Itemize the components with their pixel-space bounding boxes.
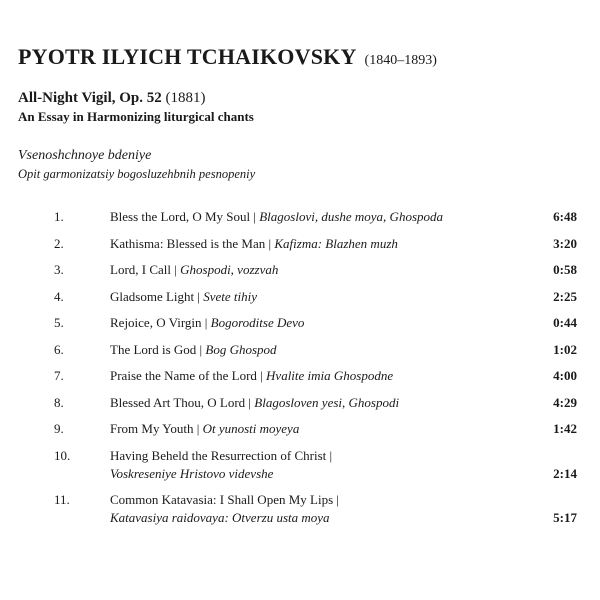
- track-number: 1.: [54, 209, 64, 224]
- work-year: (1881): [165, 90, 206, 106]
- track-duration: 2:14: [553, 465, 577, 481]
- track-duration: 2:25: [553, 288, 577, 304]
- track-title-russian: Kafizma: Blazhen muzh: [274, 235, 398, 251]
- track-title-russian: Bog Ghospod: [205, 341, 277, 357]
- track-duration: 1:02: [553, 341, 577, 357]
- track-title-english: Bless the Lord, O My Soul |: [110, 209, 256, 224]
- track-number: 11.: [54, 492, 70, 507]
- track-title-russian: Bogoroditse Devo: [210, 315, 305, 330]
- track-title-english: Having Beheld the Resurrection of Christ |: [110, 447, 333, 463]
- track-title-english: The Lord is God |: [110, 341, 203, 357]
- composer-dates: (1840–1893): [364, 53, 437, 68]
- track-title-russian: Blagosloven yesi, Ghospodi: [254, 394, 400, 410]
- track-title-english: Rejoice, O Virgin |: [110, 315, 208, 330]
- track-title-english: Common Katavasia: I Shall Open My Lips |: [110, 492, 339, 507]
- track-title-russian: Svete tihiy: [203, 288, 258, 304]
- track-title-russian: Ghospodi, vozzvah: [180, 262, 279, 277]
- track-duration: 6:48: [553, 209, 577, 224]
- track-number: 4.: [54, 288, 64, 304]
- track-title-russian: Hvalite imia Ghospodne: [266, 368, 394, 383]
- track-duration: 1:42: [553, 421, 577, 436]
- track-title-english: Blessed Art Thou, O Lord |: [110, 394, 252, 410]
- track-number: 6.: [54, 341, 64, 357]
- work-heading: [18, 90, 206, 107]
- track-duration: 4:00: [553, 368, 577, 383]
- track-duration: 5:17: [553, 510, 577, 525]
- track-title-russian: Blagoslovi, dushe moya, Ghospoda: [259, 209, 444, 224]
- track-number: 8.: [54, 394, 64, 410]
- work-subtitle: An Essay in Harmonizing liturgical chants: [18, 109, 254, 124]
- track-title-english: Praise the Name of the Lord |: [110, 368, 263, 383]
- track-number: 7.: [54, 368, 64, 383]
- track-title-english: From My Youth |: [110, 421, 200, 436]
- track-title-english: Kathisma: Blessed is the Man |: [110, 235, 272, 251]
- track-title-english: Gladsome Light |: [110, 288, 200, 304]
- track-number: 9.: [54, 421, 64, 436]
- track-title-english: Lord, I Call |: [110, 262, 177, 277]
- track-number: 5.: [54, 315, 64, 330]
- track-number: 2.: [54, 235, 64, 251]
- work-title: All-Night Vigil, Op. 52: [18, 90, 162, 106]
- track-title-russian: Ot yunosti moyeya: [202, 421, 300, 436]
- composer-name: PYOTR ILYICH TCHAIKOVSKY: [18, 44, 357, 69]
- track-duration: 3:20: [553, 235, 577, 251]
- composer-heading: [18, 44, 437, 70]
- track-title-russian: Katavasiya raidovaya: Otverzu usta moya: [110, 510, 330, 525]
- russian-title: Vsenoshchnoye bdeniye: [18, 148, 152, 163]
- track-duration: 4:29: [553, 394, 577, 410]
- track-title-russian: Voskreseniye Hristovo videvshe: [110, 465, 274, 481]
- track-duration: 0:44: [553, 315, 577, 330]
- russian-subtitle: Opit garmonizatsiy bogosluzehbnih pesnopeniy: [18, 167, 256, 181]
- track-number: 3.: [54, 262, 64, 277]
- track-duration: 0:58: [553, 262, 577, 277]
- track-number: 10.: [54, 447, 71, 463]
